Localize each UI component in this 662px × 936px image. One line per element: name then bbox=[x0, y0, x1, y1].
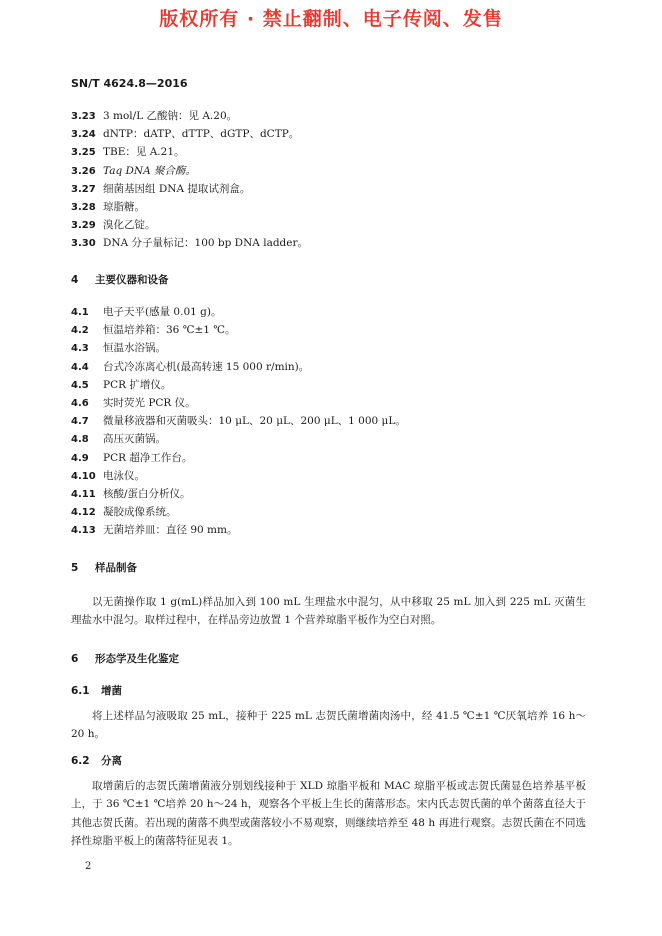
copyright-banner: 版权所有 · 禁止翻制、电子传阅、发售 bbox=[159, 8, 503, 30]
list-item: 4.12 凝胶成像系统。 bbox=[71, 506, 177, 519]
reagent-list bbox=[71, 107, 591, 253]
list-item: 3.26 Taq DNA 聚合酶。 bbox=[71, 164, 197, 177]
list-item: 4.2 恒温培养箱：36 ℃±1 ℃。 bbox=[71, 324, 236, 337]
standard-id: SN/T 4624.8—2016 bbox=[71, 77, 188, 90]
list-item: 3.27 细菌基因组 DNA 提取试剂盒。 bbox=[71, 182, 251, 195]
section-heading: 5 样品制备 bbox=[71, 562, 137, 574]
list-item: 4.7 微量移液器和灭菌吸头：10 μL、20 μL、200 μL、1 000 μL。 bbox=[71, 415, 406, 428]
list-item: 4.4 台式冷冻离心机(最高转速 15 000 r/min)。 bbox=[71, 360, 310, 373]
list-item: 3.29 溴化乙锭。 bbox=[71, 219, 156, 232]
list-item: 4.5 PCR 扩增仪。 bbox=[71, 378, 172, 391]
paragraph: 取增菌后的志贺氏菌增菌液分别划线接种于 XLD 琼脂平板和 MAC 琼脂平板或志贺氏菌显色培养基平板上，于 36 ℃±1 ℃培养 20 h～24 h，观察各个平板上生长的菌落形态。宋内氏志贺氏菌的单个菌落直径大于其他志贺氏菌。若出现的菌落不典型或菌落较小不易观察，则继续培养至 48 h 再进行观察。志贺氏菌在不同选择性琼脂平板上的菌落特征见表 1。 bbox=[71, 780, 586, 847]
list-item: 3.24 dNTP：dATP、dTTP、dGTP、dCTP。 bbox=[71, 128, 300, 141]
paragraph: 将上述样品匀液吸取 25 mL，接种于 225 mL 志贺氏菌增菌肉汤中，经 41.5 ℃±1 ℃厌氧培养 16 h～20 h。 bbox=[71, 710, 586, 741]
section-heading: 4 主要仪器和设备 bbox=[71, 274, 169, 286]
list-item: 4.8 高压灭菌锅。 bbox=[71, 433, 166, 446]
list-item: 4.11 核酸/蛋白分析仪。 bbox=[71, 487, 191, 500]
list-item: 4.10 电泳仪。 bbox=[71, 469, 145, 482]
list-item: 4.1 电子天平(感量 0.01 g)。 bbox=[71, 306, 222, 318]
list-item: 4.6 实时荧光 PCR 仪。 bbox=[71, 396, 196, 409]
list-item: 3.25 TBE：见 A.21。 bbox=[71, 146, 185, 159]
page-number: 2 bbox=[85, 861, 92, 872]
subsection-heading: 6.1 增菌 bbox=[71, 685, 122, 697]
instrument-list bbox=[71, 303, 591, 539]
list-item: 4.9 PCR 超净工作台。 bbox=[71, 451, 193, 464]
list-item: 3.23 3 mol/L 乙酸钠：见 A.20。 bbox=[71, 110, 238, 122]
list-item: 4.13 无菌培养皿：直径 90 mm。 bbox=[71, 524, 238, 537]
section-heading: 6 形态学及生化鉴定 bbox=[71, 653, 179, 665]
list-item: 4.3 恒温水浴锅。 bbox=[71, 342, 166, 355]
list-item: 3.28 琼脂糖。 bbox=[71, 200, 145, 213]
paragraph: 以无菌操作取 1 g(mL)样品加入到 100 mL 生理盐水中混匀，从中移取 25 mL 加入到 225 mL 灭菌生理盐水中混匀。取样过程中，在样品旁边放置 1 个营养琼脂平板作为空白对照。 bbox=[71, 596, 586, 627]
list-item: 3.30 DNA 分子量标记：100 bp DNA ladder。 bbox=[71, 237, 309, 250]
subsection-heading: 6.2 分离 bbox=[71, 755, 122, 767]
